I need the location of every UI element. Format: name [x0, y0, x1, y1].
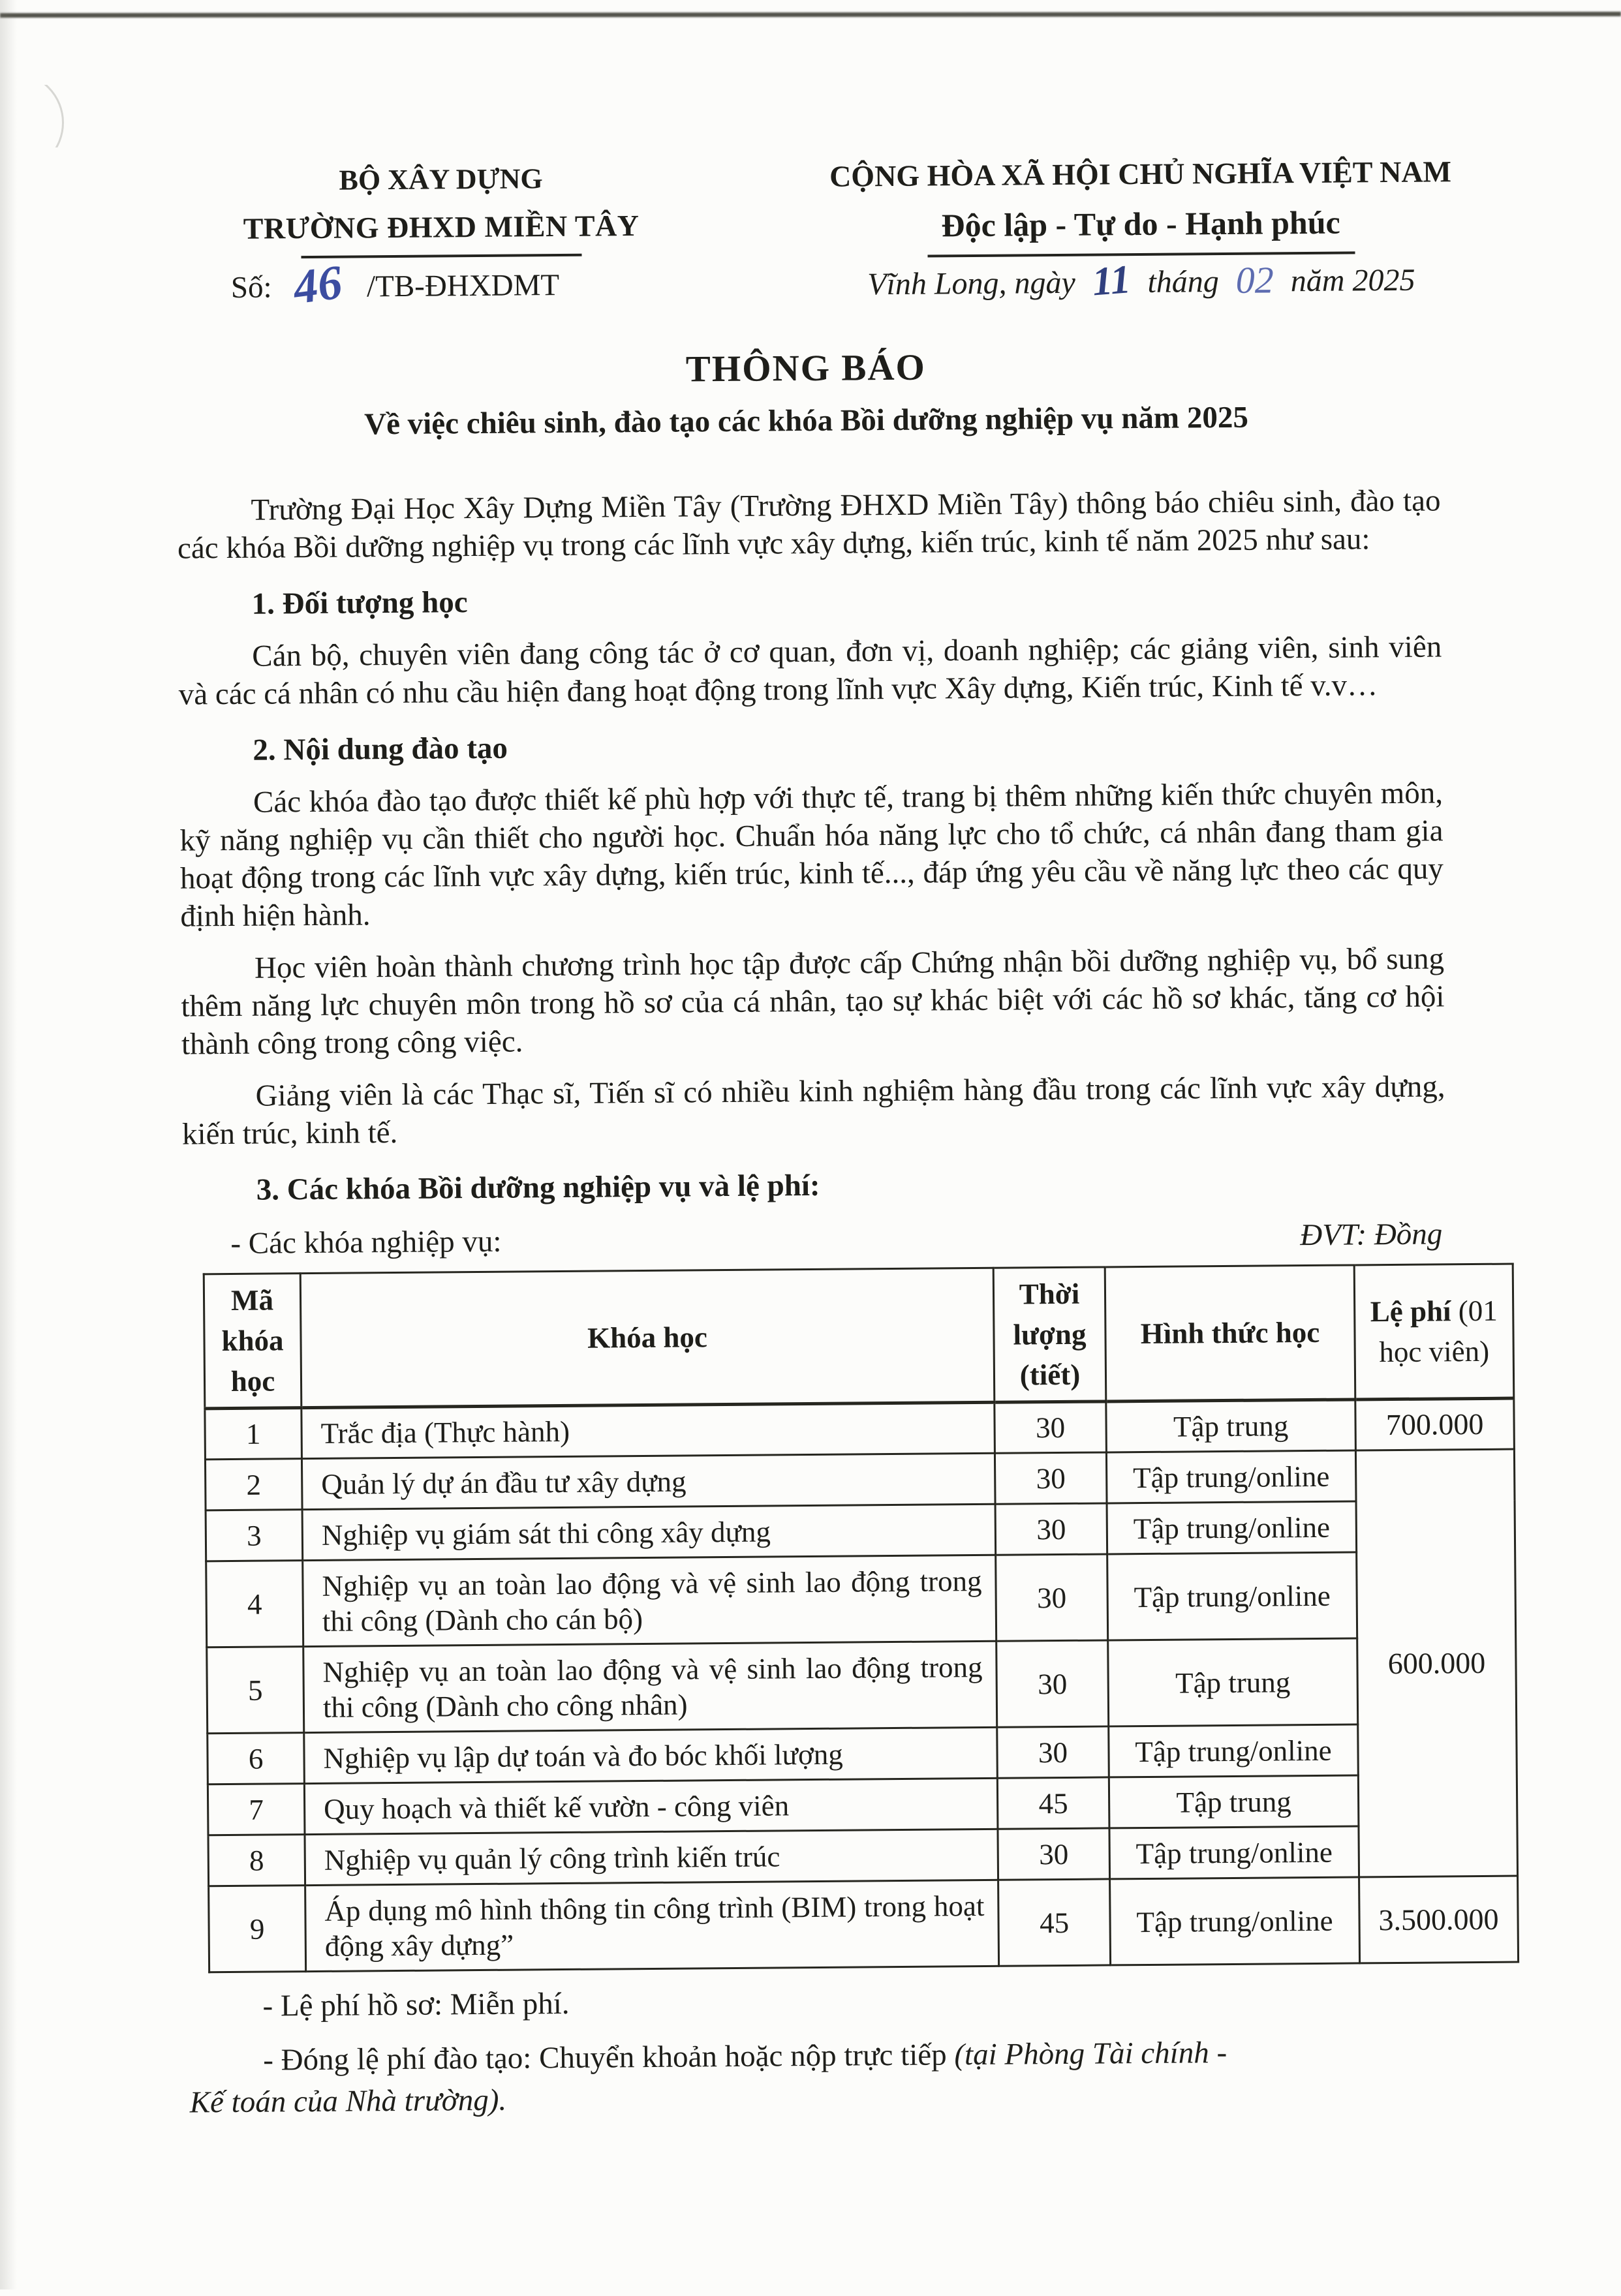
course-duration-cell: 30	[995, 1503, 1107, 1555]
handwritten-day: 11	[1090, 257, 1132, 305]
course-duration-cell: 30	[995, 1452, 1107, 1504]
course-fee-cell: 3.500.000	[1359, 1876, 1519, 1963]
course-format-cell: Tập trung/online	[1107, 1501, 1357, 1554]
course-code-cell: 2	[205, 1459, 302, 1510]
column-header-format: Hình thức học	[1105, 1265, 1355, 1401]
section-1-paragraph: Cán bộ, chuyên viên đang công tác ở cơ quan, đơn vị, doanh nghiệp; các giảng viên, sinh viên và các cá nhân có nhu cầu hiện đang hoạt động trong lĩnh vực Xây dựng, Kiến trúc, Kinh tế v.v…	[178, 630, 1442, 712]
table-row	[207, 1637, 1517, 1734]
course-list-label-row	[183, 1215, 1446, 1263]
column-header-duration: Thời lượng (tiết)	[993, 1267, 1106, 1402]
course-name-cell: Nghiệp vụ quản lý công trình kiến trúc	[305, 1829, 998, 1885]
column-header-code: Mã khóa học	[204, 1274, 301, 1409]
section-2-heading: 2. Nội dung đào tạo	[253, 731, 508, 767]
course-list-label: - Các khóa nghiệp vụ:	[230, 1224, 502, 1261]
intro-paragraph: Trường Đại Học Xây Dựng Miền Tây (Trường ĐHXD Miền Tây) thông báo chiêu sinh, đào tạo các khóa Bồi dưỡng nghiệp vụ trong các lĩnh vực xây dựng, kiến trúc, kinh tế năm 2025 như sau:	[177, 483, 1441, 566]
course-name-cell: Nghiệp vụ an toàn lao động và vệ sinh lao động trong thi công (Dành cho công nhân)	[303, 1641, 997, 1732]
payment-note	[189, 2030, 1453, 2123]
currency-unit-note: ĐVT: Đồng	[1300, 1217, 1443, 1253]
national-motto: Độc lập - Tự do - Hạnh phúc	[941, 204, 1340, 244]
course-code-cell: 6	[208, 1733, 305, 1784]
section-2-paragraph-2: Học viên hoàn thành chương trình học tập được cấp Chứng nhận bồi dưỡng nghiệp vụ, bổ sung thêm năng lực chuyên môn trong hồ sơ của cá nhân, tạo sự khác biệt với các hồ sơ khác, tăng cơ hội thành công trong công việc.	[181, 941, 1445, 1062]
application-fee-note: - Lệ phí hồ sơ: Miễn phí.	[262, 1986, 570, 2023]
handwritten-doc-number: 46	[290, 255, 346, 315]
course-format-cell: Tập trung	[1108, 1638, 1358, 1726]
course-duration-cell: 30	[997, 1726, 1109, 1778]
column-header-fee-main: Lệ phí	[1370, 1294, 1451, 1328]
course-name-cell: Nghiệp vụ lập dự toán và đo bóc khối lượng	[304, 1727, 998, 1783]
doc-number-label: Số:	[230, 270, 272, 305]
course-format-cell: Tập trung/online	[1109, 1724, 1359, 1777]
course-code-cell: 4	[206, 1561, 303, 1647]
course-fee-cell: 700.000	[1355, 1398, 1515, 1450]
place-date-line	[812, 251, 1472, 311]
course-format-cell: Tập trung/online	[1109, 1826, 1359, 1879]
national-header-block	[810, 149, 1470, 258]
course-name-cell: Trắc địa (Thực hành)	[301, 1402, 995, 1458]
course-format-cell: Tập trung/online	[1107, 1552, 1357, 1640]
section-3-heading: 3. Các khóa Bồi dưỡng nghiệp vụ và lệ phí:	[256, 1168, 820, 1207]
national-title: CỘNG HÒA XÃ HỘI CHỦ NGHĨA VIỆT NAM	[829, 155, 1452, 193]
document-title: THÔNG BÁO	[685, 346, 927, 390]
course-name-cell: Nghiệp vụ giám sát thi công xây dựng	[302, 1504, 996, 1560]
document-body	[177, 482, 1499, 2123]
course-code-cell: 8	[208, 1835, 305, 1886]
section-1-heading: 1. Đối tượng học	[251, 585, 468, 621]
issuing-agency-block	[179, 155, 702, 259]
table-header-row	[204, 1264, 1514, 1409]
course-duration-cell: 30	[998, 1828, 1110, 1880]
date-pre: Vĩnh Long, ngày	[867, 265, 1076, 302]
course-fee-table	[203, 1263, 1519, 1974]
course-format-cell: Tập trung	[1106, 1400, 1356, 1452]
course-format-cell: Tập trung	[1109, 1775, 1359, 1828]
course-code-cell: 5	[207, 1647, 304, 1734]
course-duration-cell: 30	[996, 1554, 1108, 1641]
table-row	[209, 1876, 1519, 1972]
payment-note-regular: - Đóng lệ phí đào tạo: Chuyển khoản hoặc nộp trực tiếp	[262, 2038, 955, 2077]
column-header-fee-sub: (01 học viên)	[1379, 1294, 1498, 1369]
payment-note-italic-2: Kế toán của Nhà trường).	[189, 2083, 507, 2120]
school-name: TRƯỜNG ĐHXD MIỀN TÂY	[243, 209, 640, 245]
handwritten-month: 02	[1235, 258, 1274, 301]
course-code-cell: 9	[209, 1886, 306, 1972]
table-row	[206, 1551, 1516, 1647]
date-post: năm 2025	[1290, 262, 1415, 299]
course-format-cell: Tập trung/online	[1110, 1877, 1360, 1965]
course-duration-cell: 45	[997, 1777, 1109, 1829]
date-between: tháng	[1147, 264, 1219, 299]
section-2-paragraph-1: Các khóa đào tạo được thiết kế phù hợp với thực tế, trang bị thêm những kiến thức chuyên môn, kỹ năng nghiệp vụ cần thiết cho người học. Chuẩn hóa năng lực cho tổ chức, cá nhân đang tham gia hoạt động trong các lĩnh vực xây dựng, kiến trúc, kinh tế..., đáp ứng yêu cầu về năng lực theo các quy định hiện hành.	[179, 776, 1444, 934]
course-duration-cell: 45	[998, 1879, 1111, 1966]
course-code-cell: 1	[205, 1408, 302, 1460]
column-header-fee	[1354, 1264, 1514, 1400]
ministry-name: BỘ XÂY DỰNG	[339, 162, 543, 196]
course-format-cell: Tập trung/online	[1106, 1450, 1356, 1503]
doc-number-suffix: /TB-ĐHXDMT	[366, 268, 560, 304]
course-duration-cell: 30	[996, 1640, 1109, 1727]
section-2-paragraph-3: Giảng viên là các Thạc sĩ, Tiến sĩ có nhiều kinh nghiệm hàng đầu trong các lĩnh vực xây dựng, kiến trúc, kinh tế.	[181, 1069, 1445, 1152]
course-code-cell: 7	[208, 1784, 305, 1835]
course-name-cell: Quản lý dự án đầu tư xây dựng	[301, 1453, 995, 1509]
course-name-cell: Quy hoạch và thiết kế vườn - công viên	[304, 1778, 998, 1834]
column-header-course: Khóa học	[300, 1268, 995, 1407]
course-duration-cell: 30	[995, 1401, 1107, 1453]
course-name-cell: Áp dụng mô hình thông tin công trình (BIM) trong hoạt động xây dựng”	[305, 1880, 999, 1971]
document-subtitle: Về việc chiêu sinh, đào tạo các khóa Bồi dưỡng nghiệp vụ năm 2025	[363, 400, 1249, 442]
course-code-cell: 3	[206, 1510, 303, 1561]
course-name-cell: Nghiệp vụ an toàn lao động và vệ sinh lao động trong thi công (Dành cho cán bộ)	[303, 1555, 996, 1646]
document-number-line	[230, 251, 559, 316]
payment-note-italic-1: (tại Phòng Tài chính -	[954, 2036, 1227, 2072]
course-fee-cell: 600.000	[1355, 1449, 1517, 1877]
